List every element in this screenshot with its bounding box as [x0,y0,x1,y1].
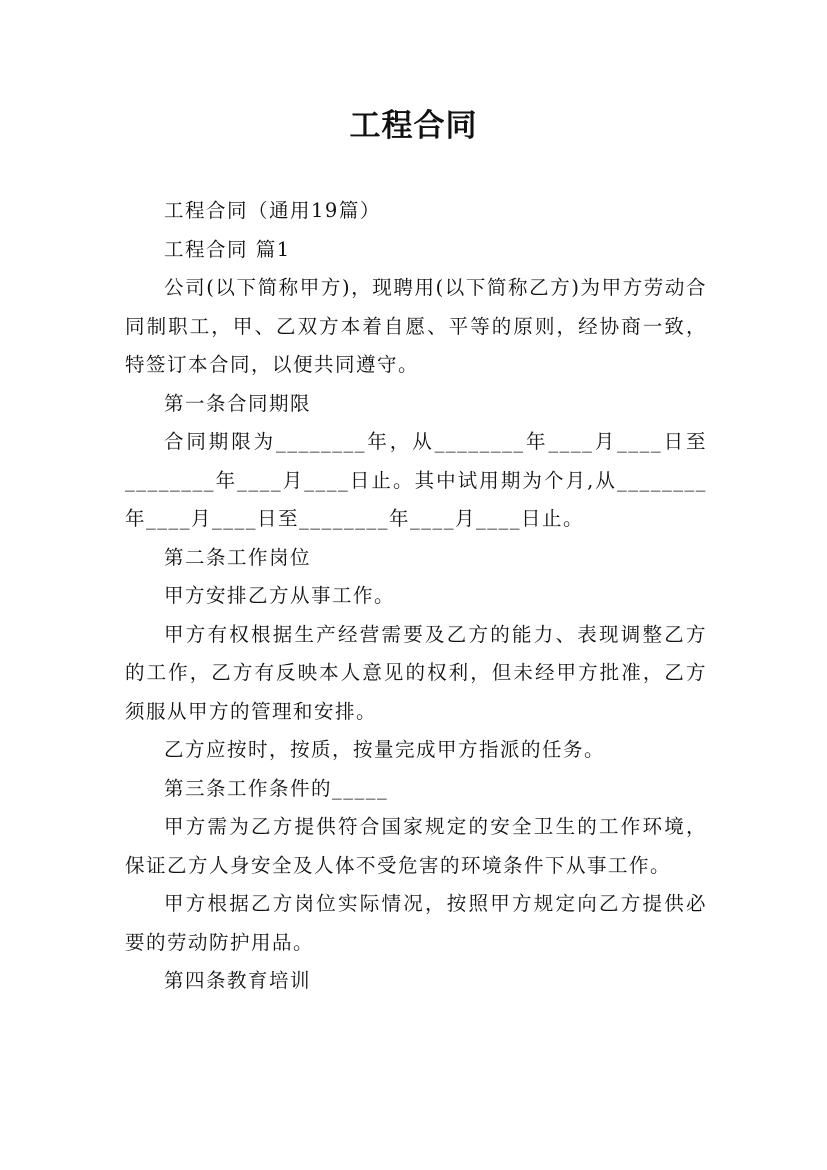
paragraph-chapter-heading: 工程合同 篇1 [164,237,291,261]
paragraph-contract-term: 合同期限为________年，从________年____月____日至________年____月____日止。其中试用期为个月,从________年____月____日至________年____月____日止。 [125,430,707,530]
section-heading-work-conditions: 第三条工作条件的_____ [164,776,389,800]
section-heading-education-training: 第四条教育培训 [164,969,312,992]
paragraph-job-adjustment: 甲方有权根据生产经营需要及乙方的能力、表现调整乙方的工作，乙方有反映本人意见的权利，但未经甲方批准，乙方须服从甲方的管理和安排。 [125,622,707,723]
paragraph-task-completion: 乙方应按时，按质，按量完成甲方指派的任务。 [164,738,606,761]
paragraph-protective-equipment: 甲方根据乙方岗位实际情况，按照甲方规定向乙方提供必要的劳动防护用品。 [125,892,707,954]
paragraph-collection-title: 工程合同（通用19篇） [164,199,381,222]
document-title: 工程合同 [349,108,478,144]
document-body [125,192,707,1001]
section-heading-job-position: 第二条工作岗位 [164,545,312,569]
paragraph-job-assignment: 甲方安排乙方从事工作。 [164,584,396,607]
paragraph-safety-environment: 甲方需为乙方提供符合国家规定的安全卫生的工作环境，保证乙方人身安全及人体不受危害的环境条件下从事工作。 [125,815,707,877]
paragraph-intro: 公司(以下简称甲方)，现聘用(以下简称乙方)为甲方劳动合同制职工，甲、乙双方本着自愿、平等的原则，经协商一致，特签订本合同，以便共同遵守。 [125,276,707,376]
section-heading-contract-term: 第一条合同期限 [164,391,312,415]
